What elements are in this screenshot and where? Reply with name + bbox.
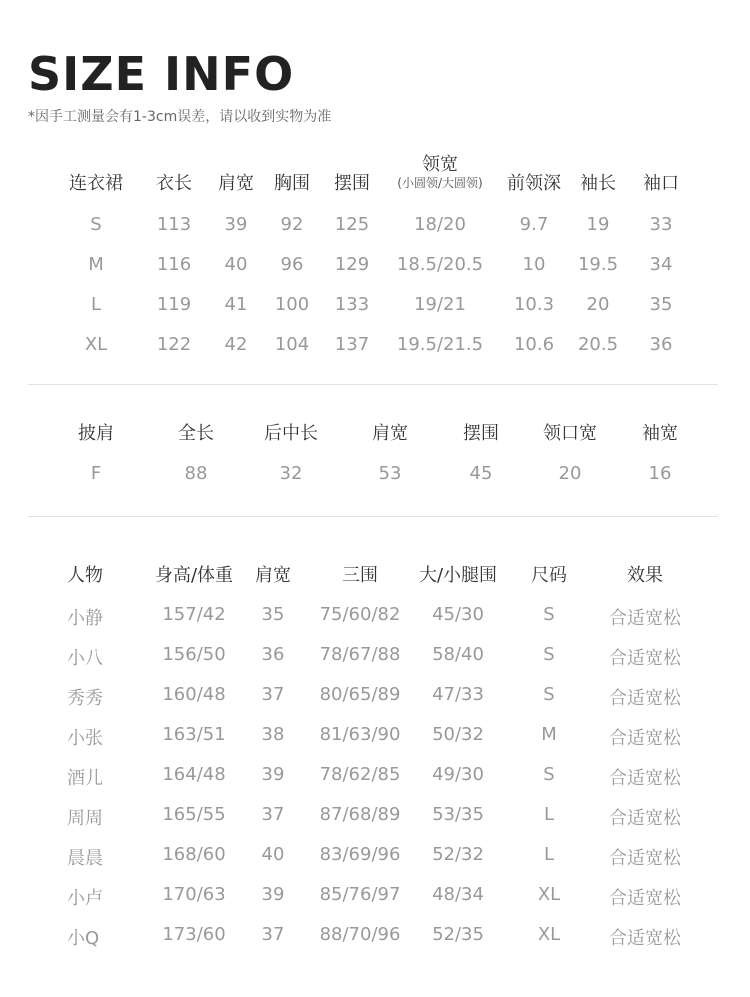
model-value: 合适宽松 — [609, 808, 681, 829]
size-value: 18.5/20.5 — [396, 254, 484, 275]
shawl-header: 肩宽 — [372, 423, 408, 444]
size-value: 88 — [184, 463, 208, 484]
dress-header: 领宽 — [422, 154, 458, 175]
dress-header: 袖口 — [643, 173, 679, 194]
model-name: 小Q — [67, 928, 100, 949]
size-value: 9.7 — [519, 214, 549, 235]
models-header: 效果 — [627, 565, 663, 586]
model-value: 合适宽松 — [609, 848, 681, 869]
model-value: 合适宽松 — [609, 688, 681, 709]
model-value: 75/60/82 — [319, 604, 401, 625]
size-value: 45 — [469, 463, 493, 484]
model-value: S — [543, 684, 555, 705]
size-label: M — [88, 254, 104, 275]
model-value: 合适宽松 — [609, 728, 681, 749]
dress-header: 摆围 — [334, 173, 370, 194]
model-value: 165/55 — [162, 804, 226, 825]
size-value: 104 — [274, 334, 310, 355]
size-label: L — [90, 294, 102, 315]
model-value: 78/62/85 — [319, 764, 401, 785]
dress-header: 袖长 — [580, 173, 616, 194]
size-value: 19.5 — [577, 254, 619, 275]
model-value: 37 — [261, 924, 285, 945]
page-title: SIZE INFO — [28, 47, 295, 101]
model-value: M — [541, 724, 557, 745]
model-value: S — [543, 604, 555, 625]
model-value: 50/32 — [432, 724, 484, 745]
size-label: XL — [84, 334, 108, 355]
models-header: 身高/体重 — [154, 565, 234, 586]
model-value: 合适宽松 — [609, 888, 681, 909]
model-value: 52/32 — [432, 844, 484, 865]
model-value: 45/30 — [432, 604, 484, 625]
shawl-header: 披肩 — [78, 423, 114, 444]
size-value: 125 — [334, 214, 370, 235]
model-value: S — [543, 764, 555, 785]
size-value: 35 — [649, 294, 673, 315]
model-value: S — [543, 644, 555, 665]
models-header: 大/小腿围 — [418, 565, 498, 586]
models-header: 肩宽 — [255, 565, 291, 586]
size-value: 96 — [280, 254, 304, 275]
model-name: 小张 — [67, 728, 103, 749]
model-value: 170/63 — [162, 884, 226, 905]
dress-header: 前领深 — [507, 173, 561, 194]
model-value: 40 — [261, 844, 285, 865]
model-value: 47/33 — [432, 684, 484, 705]
model-value: 36 — [261, 644, 285, 665]
size-value: 41 — [224, 294, 248, 315]
size-value: 33 — [649, 214, 673, 235]
model-value: 81/63/90 — [319, 724, 401, 745]
model-value: L — [543, 844, 555, 865]
size-value: 16 — [648, 463, 672, 484]
model-value: 87/68/89 — [319, 804, 401, 825]
size-value: 20.5 — [577, 334, 619, 355]
size-value: 40 — [224, 254, 248, 275]
size-value: 129 — [334, 254, 370, 275]
size-value: 34 — [649, 254, 673, 275]
size-value: 116 — [156, 254, 192, 275]
divider — [28, 516, 718, 517]
size-value: 133 — [334, 294, 370, 315]
size-value: 100 — [274, 294, 310, 315]
shawl-header: 领口宽 — [543, 423, 597, 444]
model-name: 周周 — [67, 808, 103, 829]
dress-header-sub: (小圆领/大圆领) — [397, 176, 483, 190]
model-value: 53/35 — [432, 804, 484, 825]
model-value: 38 — [261, 724, 285, 745]
model-value: 156/50 — [162, 644, 226, 665]
size-value: 113 — [156, 214, 192, 235]
model-name: 晨晨 — [67, 848, 103, 869]
size-value: 20 — [558, 463, 582, 484]
model-value: 173/60 — [162, 924, 226, 945]
model-value: 58/40 — [432, 644, 484, 665]
model-value: 88/70/96 — [319, 924, 401, 945]
shawl-header: 后中长 — [264, 423, 318, 444]
model-value: 85/76/97 — [319, 884, 401, 905]
model-value: 35 — [261, 604, 285, 625]
model-value: 48/34 — [432, 884, 484, 905]
size-value: 137 — [334, 334, 370, 355]
model-name: 小八 — [67, 648, 103, 669]
model-value: 157/42 — [162, 604, 226, 625]
size-label: F — [90, 463, 102, 484]
size-value: 18/20 — [414, 214, 466, 235]
model-name: 秀秀 — [67, 688, 103, 709]
model-value: 合适宽松 — [609, 648, 681, 669]
shawl-header: 摆围 — [463, 423, 499, 444]
model-value: 合适宽松 — [609, 608, 681, 629]
size-value: 53 — [378, 463, 402, 484]
models-header: 人物 — [67, 565, 103, 586]
model-value: 49/30 — [432, 764, 484, 785]
model-name: 小静 — [67, 608, 103, 629]
size-value: 19 — [586, 214, 610, 235]
size-value: 19.5/21.5 — [396, 334, 484, 355]
dress-header: 衣长 — [156, 173, 192, 194]
dress-header: 连衣裙 — [69, 173, 123, 194]
model-value: XL — [537, 884, 561, 905]
divider — [28, 384, 718, 385]
size-value: 19/21 — [414, 294, 466, 315]
size-label: S — [90, 214, 102, 235]
size-value: 10.6 — [513, 334, 555, 355]
model-value: 合适宽松 — [609, 768, 681, 789]
size-value: 122 — [156, 334, 192, 355]
model-value: L — [543, 804, 555, 825]
size-value: 92 — [280, 214, 304, 235]
shawl-header: 袖宽 — [642, 423, 678, 444]
model-value: 39 — [261, 764, 285, 785]
model-value: 78/67/88 — [319, 644, 401, 665]
size-value: 20 — [586, 294, 610, 315]
dress-header: 肩宽 — [218, 173, 254, 194]
models-header: 尺码 — [531, 565, 567, 586]
dress-header: 胸围 — [274, 173, 310, 194]
model-value: 39 — [261, 884, 285, 905]
size-value: 36 — [649, 334, 673, 355]
model-name: 小卢 — [67, 888, 103, 909]
model-value: 168/60 — [162, 844, 226, 865]
model-value: 37 — [261, 804, 285, 825]
size-value: 119 — [156, 294, 192, 315]
model-value: 164/48 — [162, 764, 226, 785]
size-value: 10 — [522, 254, 546, 275]
model-value: 163/51 — [162, 724, 226, 745]
model-value: XL — [537, 924, 561, 945]
model-value: 合适宽松 — [609, 928, 681, 949]
size-value: 10.3 — [513, 294, 555, 315]
model-value: 160/48 — [162, 684, 226, 705]
model-value: 83/69/96 — [319, 844, 401, 865]
model-value: 52/35 — [432, 924, 484, 945]
model-name: 酒儿 — [67, 768, 103, 789]
measurement-note: *因手工测量会有1-3cm误差，请以收到实物为准 — [28, 109, 332, 125]
size-value: 39 — [224, 214, 248, 235]
size-value: 42 — [224, 334, 248, 355]
model-value: 80/65/89 — [319, 684, 401, 705]
models-header: 三围 — [342, 565, 378, 586]
model-value: 37 — [261, 684, 285, 705]
shawl-header: 全长 — [178, 423, 214, 444]
size-value: 32 — [279, 463, 303, 484]
